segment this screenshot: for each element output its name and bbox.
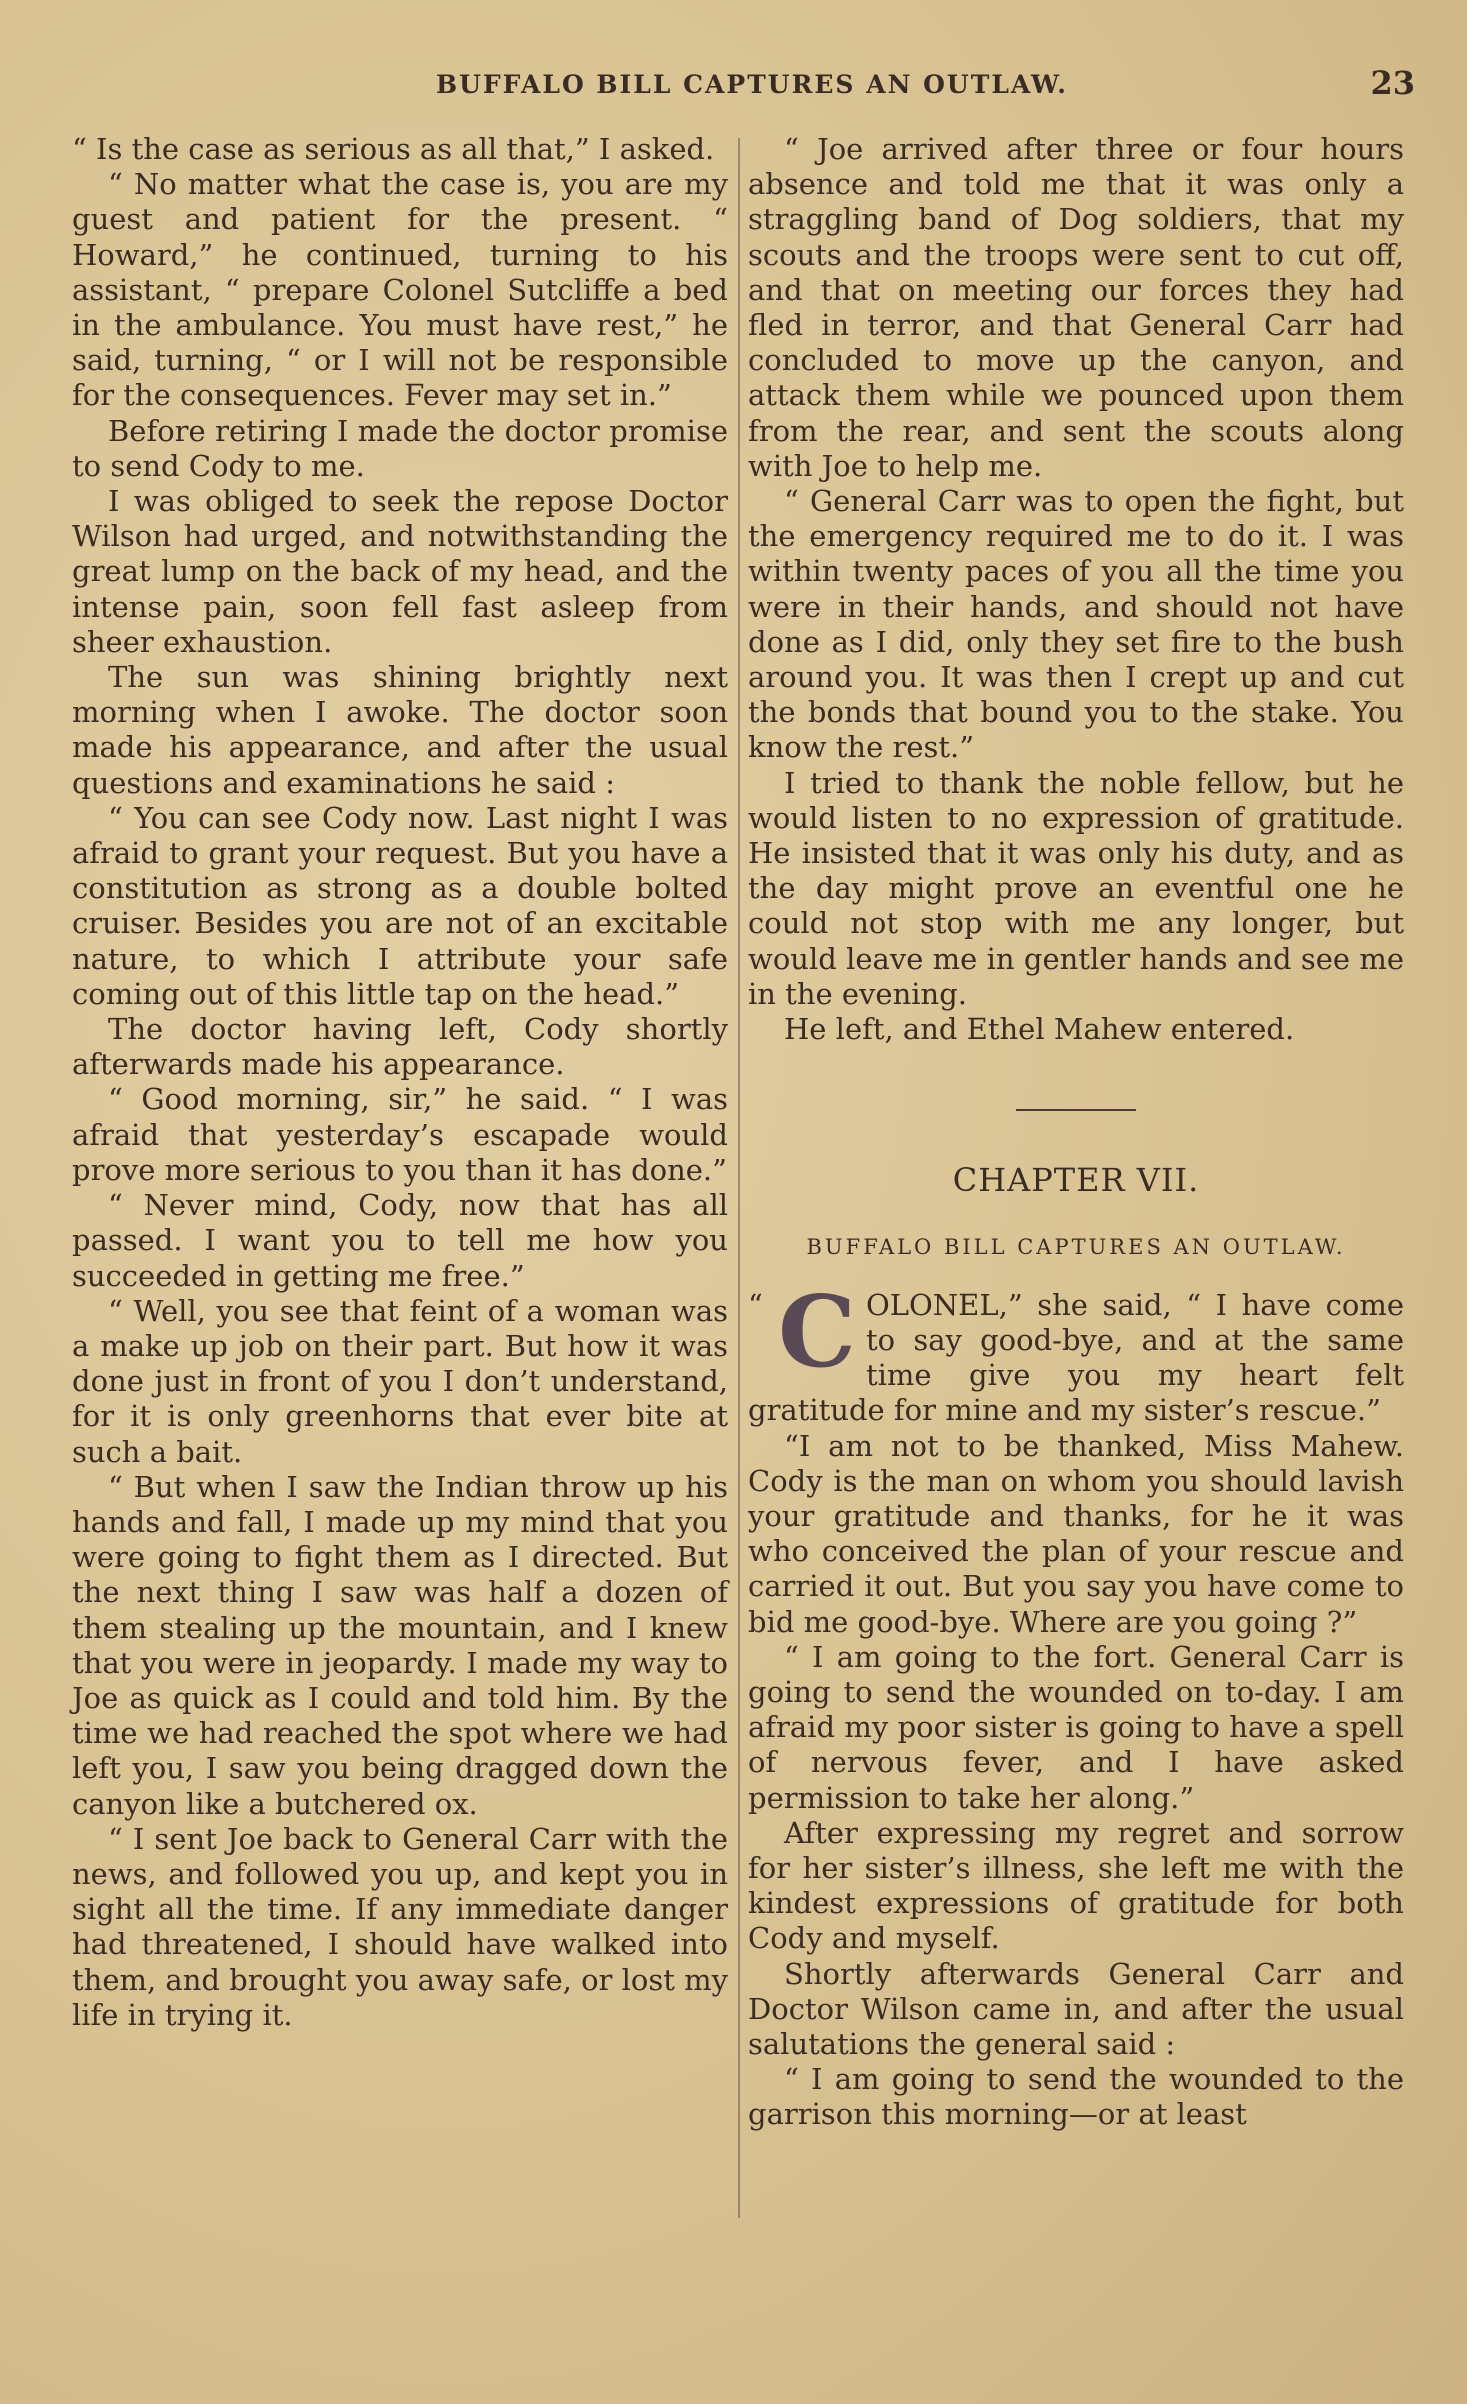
paragraph: The doctor having left, Cody shortly afterwards made his appearance. xyxy=(72,1012,728,1082)
page-number: 23 xyxy=(1370,64,1415,102)
dropcap-paragraph xyxy=(748,1274,1404,1429)
paragraph: “ No matter what the case is, you are my guest and patient for the present. “ Howard,” he continued, turning to his assistant, “ prepare Colonel Sutcliffe a bed in the ambulance. You must have rest,” he said, turning, “ or I will not be responsible for the consequences. Fever may set in.” xyxy=(72,167,728,413)
paragraph: Shortly afterwards General Carr and Doctor Wilson came in, and after the usual salutations the general said : xyxy=(748,1956,1404,2061)
paragraph: “ You can see Cody now. Last night I was afraid to grant your request. But you have a constitution as strong as a double bolted cruiser. Besides you are not of an excitable nature, to which I attribute your safe coming out of this little tap on the head.” xyxy=(72,800,728,1011)
paragraph: “ Is the case as serious as all that,” I asked. xyxy=(72,132,715,166)
paragraph: “ General Carr was to open the fight, but the emergency required me to do it. I was within twenty paces of you all the time you were in their hands, and should not have done as I did, only they set fire to the bush around you. It was then I crept up and cut the bonds that bound you to the stake. You know the rest.” xyxy=(748,484,1404,765)
column-divider xyxy=(738,138,740,2218)
paragraph: He left, and Ethel Mahew entered. xyxy=(784,1012,1295,1047)
paragraph: “I am not to be thanked, Miss Mahew. Cody is the man on whom you should lavish your gratitude and thanks, for he it was who conceived the plan of your rescue and carried it out. But you say you have come to bid me good-bye. Where are you going ?” xyxy=(748,1428,1404,1639)
page-header xyxy=(0,62,1467,112)
dropcap-text: OLONEL,” she said, “ I have come to say good-bye, and at the same time give you my heart felt gratitude for mine and my sister’s rescue.” xyxy=(748,1287,1404,1428)
dropcap-letter: C xyxy=(778,1274,856,1390)
chapter-subtitle: BUFFALO BILL CAPTURES AN OUTLAW. xyxy=(806,1235,1346,1260)
paragraph: “ But when I saw the Indian throw up his hands and fall, I made up my mind that you were going to fight them as I directed. But the next thing I saw was half a dozen of them stealing up the mountain, and I knew that you were in jeopardy. I made my way to Joe as quick as I could and told him. By the time we had reached the spot where we had left you, I saw you being dragged down the canyon like a butchered ox. xyxy=(72,1469,728,1821)
paragraph: “ Good morning, sir,” he said. “ I was afraid that yesterday’s escapade would prove more serious to you than it has done.” xyxy=(72,1082,728,1187)
paragraph: I tried to thank the noble fellow, but he would listen to no expression of gratitude. He insisted that it was only his duty, and as the day might prove an eventful one he could not stop with me any longer, but would leave me in gentler hands and see me in the evening. xyxy=(748,765,1404,1011)
paragraph: Before retiring I made the doctor promise to send Cody to me. xyxy=(72,413,728,483)
paragraph: “ I sent Joe back to General Carr with the news, and followed you up, and kept you in sight all the time. If any immediate danger had threatened, I should have walked into them, and brought you away safe, or lost my life in trying it. xyxy=(72,1821,729,2032)
paragraph: I was obliged to seek the repose Doctor Wilson had urged, and notwithstanding the great lump on the back of my head, and the intense pain, soon fell fast asleep from sheer exhaustion. xyxy=(72,484,728,659)
paragraph: The sun was shining brightly next morning when I awoke. The doctor soon made his appearance, and after the usual questions and examinations he said : xyxy=(72,660,728,800)
chapter-heading: CHAPTER VII. xyxy=(952,1161,1200,1200)
paragraph: “ Well, you see that feint of a woman was a make up job on their part. But how it was done just in front of you I don’t understand, for it is only greenhorns that ever bite at such a bait. xyxy=(72,1293,728,1469)
left-column xyxy=(72,132,728,2033)
paragraph: “ Never mind, Cody, now that has all passed. I want you to tell me how you succeeded in getting me free.” xyxy=(72,1188,728,1293)
opening-quote: “ xyxy=(748,1287,763,1322)
right-column xyxy=(748,132,1404,2133)
paragraph: “ I am going to send the wounded to the garrison this morning—or at least xyxy=(748,2062,1404,2132)
paragraph: After expressing my regret and sorrow for her sister’s illness, she left me with the kindest expressions of gratitude for both Cody and myself. xyxy=(748,1815,1404,1956)
section-divider xyxy=(1016,1109,1136,1111)
running-title: BUFFALO BILL CAPTURES AN OUTLAW. xyxy=(436,70,1068,99)
paragraph: “ Joe arrived after three or four hours absence and told me that it was only a straggling band of Dog soldiers, that my scouts and the troops were sent to cut off, and that on meeting our forces they had fled in terror, and that General Carr had concluded to move up the canyon, and attack them while we pounced upon them from the rear, and sent the scouts along with Joe to help me. xyxy=(748,132,1404,483)
paragraph: “ I am going to the fort. General Carr is going to send the wounded on to-day. I am afraid my poor sister is going to have a spell of nervous fever, and I have asked permission to take her along.” xyxy=(748,1639,1404,1815)
